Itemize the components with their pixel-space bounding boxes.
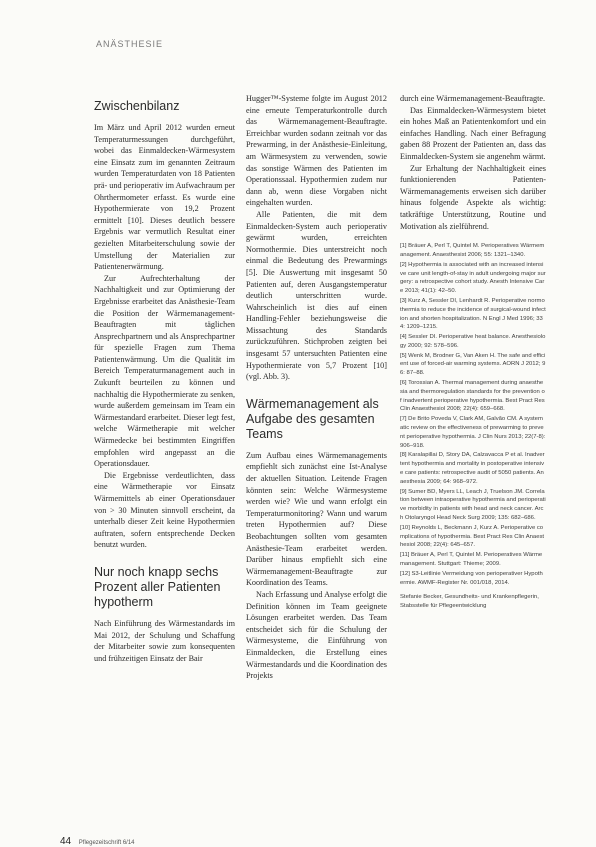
- page-number: 44: [60, 836, 72, 847]
- section-label: ANÄSTHESIE: [96, 39, 164, 49]
- reference-item: [12] S3-Leitlinie Vermeidung von perioperativer Hypothermie. AWMF-Register Nr. 001/018, 2014.: [400, 570, 543, 586]
- paragraph: Zur Erhaltung der Nachhaltigkeit eines funktionierenden Patienten-Wärmemanagements erweisen sich darüber hinaus folgende Aspekte als wichtig: tatkräftige Unterstützung, Routine und Motivation als zielführend.: [400, 163, 546, 231]
- reference-item: [3] Kurz A, Sessler DI, Lenhardt R. Perioperative normothermia to reduce the incidence of surgical-wound infection and shorten hospitalization. N Engl J Med 1996; 334: 1209–1215.: [400, 297, 546, 331]
- reference-item: [2] Hypothermia is associated with an increased intensive care unit length-of-stay in adult undergoing major surgery: a retrospective cohort study. Anesth Intensive Care 2013; 41(1): 42–50.: [400, 261, 546, 295]
- reference-item: [10] Reynolds L, Beckmann J, Kurz A. Perioperative complications of hypothermia. Best Pract Res Clin Anaesthesiol 2008; 22(4): 645–657.: [400, 524, 545, 549]
- heading-nur-noch: Nur noch knapp sechs Prozent aller Patienten hypotherm: [94, 564, 221, 609]
- column-left: [94, 93, 235, 829]
- paragraph: Hugger™-Systeme folgte im August 2012 eine erneute Temperaturkontrolle durch das Wärmemanagement-Beauftragte. Erreichbar wurden sodann zeitnah vor das Prewarming, in der Anästhesie-Einleitung, am Wärmesystem zu verwenden, sowie das sonstige Wärmen des Patienten im Operationssaal. Hypothermien zudem nur dann ab, wenn diese Vorgaben nicht eingehalten wurden.: [246, 94, 387, 208]
- reference-item: [9] Sumer BD, Myers LL, Leach J, Truelson JM. Correlation between intraoperative hypothermia and perioperative morbidity in patients with head and neck cancer. Arch Otolaryngol Head Neck Surg 2009; 135: 682–686.: [400, 488, 546, 522]
- paragraph: Alle Patienten, die mit dem Einmaldecken-System auch perioperativ gewärmt wurden, erreichten Normothermie. Dies unterstreicht noch einmal die Bedeutung des Prewarmings [5]. Die Auswertung mit insgesamt 50 Patienten auf, deren Ausgangstemperatur deutlich unterschritten wurde. Wahrscheinlich ist dies auf einen Handling-Fehler beziehungsweise die Missachtung des Standards zurückzuführen. Stichproben zeigten bei insgesamt 57 untersuchten Patienten eine Hypothermierate von 5,7 Prozent [10] (vgl. Abb. 3).: [246, 209, 387, 382]
- reference-item: [11] Bräuer A, Perl T, Quintel M. Perioperatives Wärmemanagement. Stuttgart: Thieme; 2009.: [400, 552, 543, 568]
- heading-zwischenbilanz: Zwischenbilanz: [94, 99, 180, 113]
- reference-list: [400, 242, 546, 587]
- reference-item: [7] De Brito Poveda V, Clark AM, Galvão CM. A systematic review on the effectiveness of prewarming to prevent perioperative hypothermia. J Clin Nurs 2013; 22(7-8): 906–918.: [400, 416, 546, 449]
- journal-name: Pflegezeitschrift 6/14: [78, 840, 135, 846]
- paragraph: Nach Erfassung und Analyse erfolgt die Definition können im Team geeignete Lösungen erarbeitet werden. Das Team entscheidet sich für die Schulung der Wärmesysteme, die Einführung von Einmaldecken, die Erstellung eines Wärmestandards und die Koordination des Projekts: [246, 589, 387, 681]
- column-middle: [246, 93, 387, 829]
- page-footer: [60, 836, 135, 847]
- reference-item: [6] Torossian A. Thermal management during anaesthesia and thermoregulation standards for the prevention of inadvertent perioperative hypothermia. Best Pract Res Clin Anaesthesiol 2008; 22(4): 659–668.: [400, 380, 545, 413]
- paragraph: durch eine Wärmemanagement-Beauftragte.: [400, 94, 546, 103]
- heading-waermemanagement: Wärmemanagement als Aufgabe des gesamten Teams: [246, 396, 379, 441]
- reference-item: [4] Sessler DI. Perioperative heat balance. Anesthesiology 2000; 92: 578–596.: [400, 334, 546, 349]
- paragraph: Zur Aufrechterhaltung der Nachhaltigkeit und zur Optimierung der Ergebnisse erarbeitet das Anästhesie-Team die Position der Wärmemanagement-Beauftragten mit täglichen Ansprechpartnern und als Ansprechpartner für spezielle Fragen zum Thema Patientenwärmung. Um die Qualität im Bereich Temperaturmanagement auch in Zukunft beurteilen zu können und nachhaltig die Hypothermierate zu senken, wurde außerdem gemeinsam im Team ein Wärmestandard erarbeitet. Dieser legt fest, welche Wärmetherapie mit welcher Wärmedecke bei bestimmten Eingriffen empfohlen wird angepasst an die Operationsdauer.: [94, 273, 235, 469]
- reference-item: [1] Bräuer A, Perl T, Quintel M. Perioperatives Wärmemanagement. Anaesthesist 2006; 55: 1321–1340.: [400, 243, 545, 258]
- paragraph: Das Einmaldecken-Wärmesystem bietet ein hohes Maß an Patientenkomfort und ein einfaches Handling. Nach einer Befragung gaben 88 Prozent der Patienten an, dass das Einmaldecken-System sie angenehm wärmt.: [400, 105, 546, 161]
- column-right: [400, 93, 546, 793]
- paragraph: Nach Einführung des Wärmestandards im Mai 2012, der Schulung und Schaffung der Mitarbeiter sowie zum konsequenten und frühzeitigen Einsatz der Bair: [94, 618, 235, 663]
- paragraph: Die Ergebnisse verdeutlichten, dass eine Wärmetherapie vor Einsatz Wärmemittels ab einer Operationsdauer von > 30 Minuten sinnvoll erscheint, da unterhalb dieser Zeit keine Hypothermien auftraten, sofern entsprechende Decken benutzt wurden.: [94, 470, 235, 550]
- reference-item: [8] Karalapillai D, Story DA, Calzavacca P et al. Inadvertent hypothermia and mortality in postoperative intensive care patients: retrospective audit of 5050 patients. Anaesthesia 2009; 64: 968–972.: [400, 452, 545, 485]
- reference-item: [5] Wenk M, Brodner G, Van Aken H. The safe and efficient use of forced-air warming systems. AORN J 2012; 96: 87–88.: [400, 352, 546, 377]
- author-info: Stefanie Becker, Gesundheits- und Krankenpflegerin, Stabsstelle für Pflegeentwicklung: [400, 594, 539, 610]
- paragraph: Im März und April 2012 wurden erneut Temperaturmessungen durchgeführt, wobei das Einmaldecken-Wärmesystem eine Einsatz zum im genannten Zeitraum wurden Temperaturdaten von 18 Patienten prä- und perioperativ im Aufwachraum per Ohrthermometer erfasst. Es wurde eine Hypothermierate von 19,2 Prozent ermittelt [10]. Dieses deutlich bessere Ergebnis war vermutlich Resultat einer gezielten Mitarbeiterschulung sowie der Umstellung der Materialien zur Patientenerwärmung.: [94, 123, 235, 272]
- paragraph: Zum Aufbau eines Wärmemanagements empfiehlt sich zunächst eine Ist-Analyse der aktuellen Situation. Leitende Fragen könnten sein: Welche Wärmesysteme werden wie? Wie und wann erfolgt ein Temperaturmonitoring? Wann und warum treten Hypothermien auf? Diese Beobachtungen sollten vom gesamten Anästhesie-Team erarbeitet werden. Darüber hinaus empfiehlt sich eine Wärmemanagement-Beauftragte zur Koordination des Teams.: [246, 450, 387, 588]
